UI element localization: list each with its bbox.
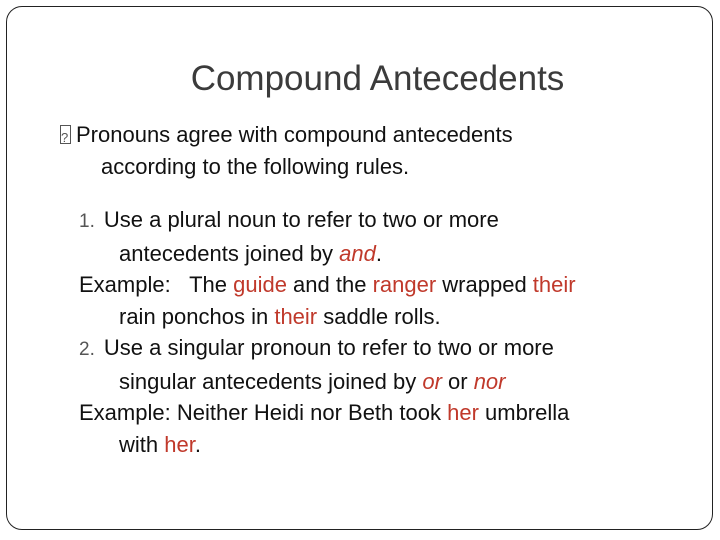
rule-2-number: 2. xyxy=(79,339,95,360)
example-1-seg1: The xyxy=(189,272,234,297)
example-1-line2-seg1: rain ponchos in xyxy=(119,303,275,329)
example-2-her-2: her xyxy=(164,431,195,457)
rule-1-text: Use a plural noun to refer to two or more xyxy=(103,207,499,232)
example-1-line-2 xyxy=(79,301,689,333)
intro-text-1: Pronouns agree with compound antecedents xyxy=(76,122,513,147)
rule-2-line-1 xyxy=(79,332,689,366)
rule-1-line-1 xyxy=(79,204,689,238)
spacer xyxy=(79,182,689,204)
rule-2-line-2 xyxy=(79,366,689,398)
rule-1-period: . xyxy=(375,240,383,266)
bullet-icon xyxy=(60,125,71,144)
example-2-line-1 xyxy=(79,397,689,429)
example-1-their-2: their xyxy=(274,303,318,329)
example-1-ranger: ranger xyxy=(372,272,437,297)
intro-line-1 xyxy=(60,119,689,151)
example-1-line2-seg3: saddle rolls. xyxy=(317,303,441,329)
example-1-line-1 xyxy=(79,269,689,301)
rule-1-conjunction: and xyxy=(339,240,376,266)
rule-2-text: Use a singular pronoun to refer to two or more xyxy=(103,335,554,360)
rule-1-text-2: antecedents joined by xyxy=(119,240,340,266)
example-2-seg1: Neither Heidi nor Beth took xyxy=(170,400,448,425)
intro-line-2 xyxy=(79,151,689,183)
example-1-label: Example: xyxy=(79,272,171,297)
example-2-seg3: umbrella xyxy=(478,400,570,425)
example-2-label: Example: xyxy=(79,400,171,425)
example-1-guide: guide xyxy=(233,272,287,297)
example-1-seg5: wrapped xyxy=(436,272,533,297)
slide-body xyxy=(76,119,689,460)
intro-text-2: according to the following rules. xyxy=(101,153,410,179)
slide-title: Compound Antecedents xyxy=(190,59,565,98)
example-2-period: . xyxy=(194,431,201,457)
rule-1-number: 1. xyxy=(79,211,95,232)
example-1-seg3: and the xyxy=(286,272,373,297)
rule-1-line-2 xyxy=(79,238,689,270)
rule-2-or: or xyxy=(422,368,442,394)
example-2-line2-seg1: with xyxy=(119,431,165,457)
rule-2-nor: nor xyxy=(473,368,506,394)
example-2-her: her xyxy=(447,400,479,425)
rule-2-mid: or xyxy=(441,368,474,394)
example-2-line-2 xyxy=(79,429,689,461)
example-1-their: their xyxy=(532,272,576,297)
rule-2-text-2: singular antecedents joined by xyxy=(119,368,423,394)
